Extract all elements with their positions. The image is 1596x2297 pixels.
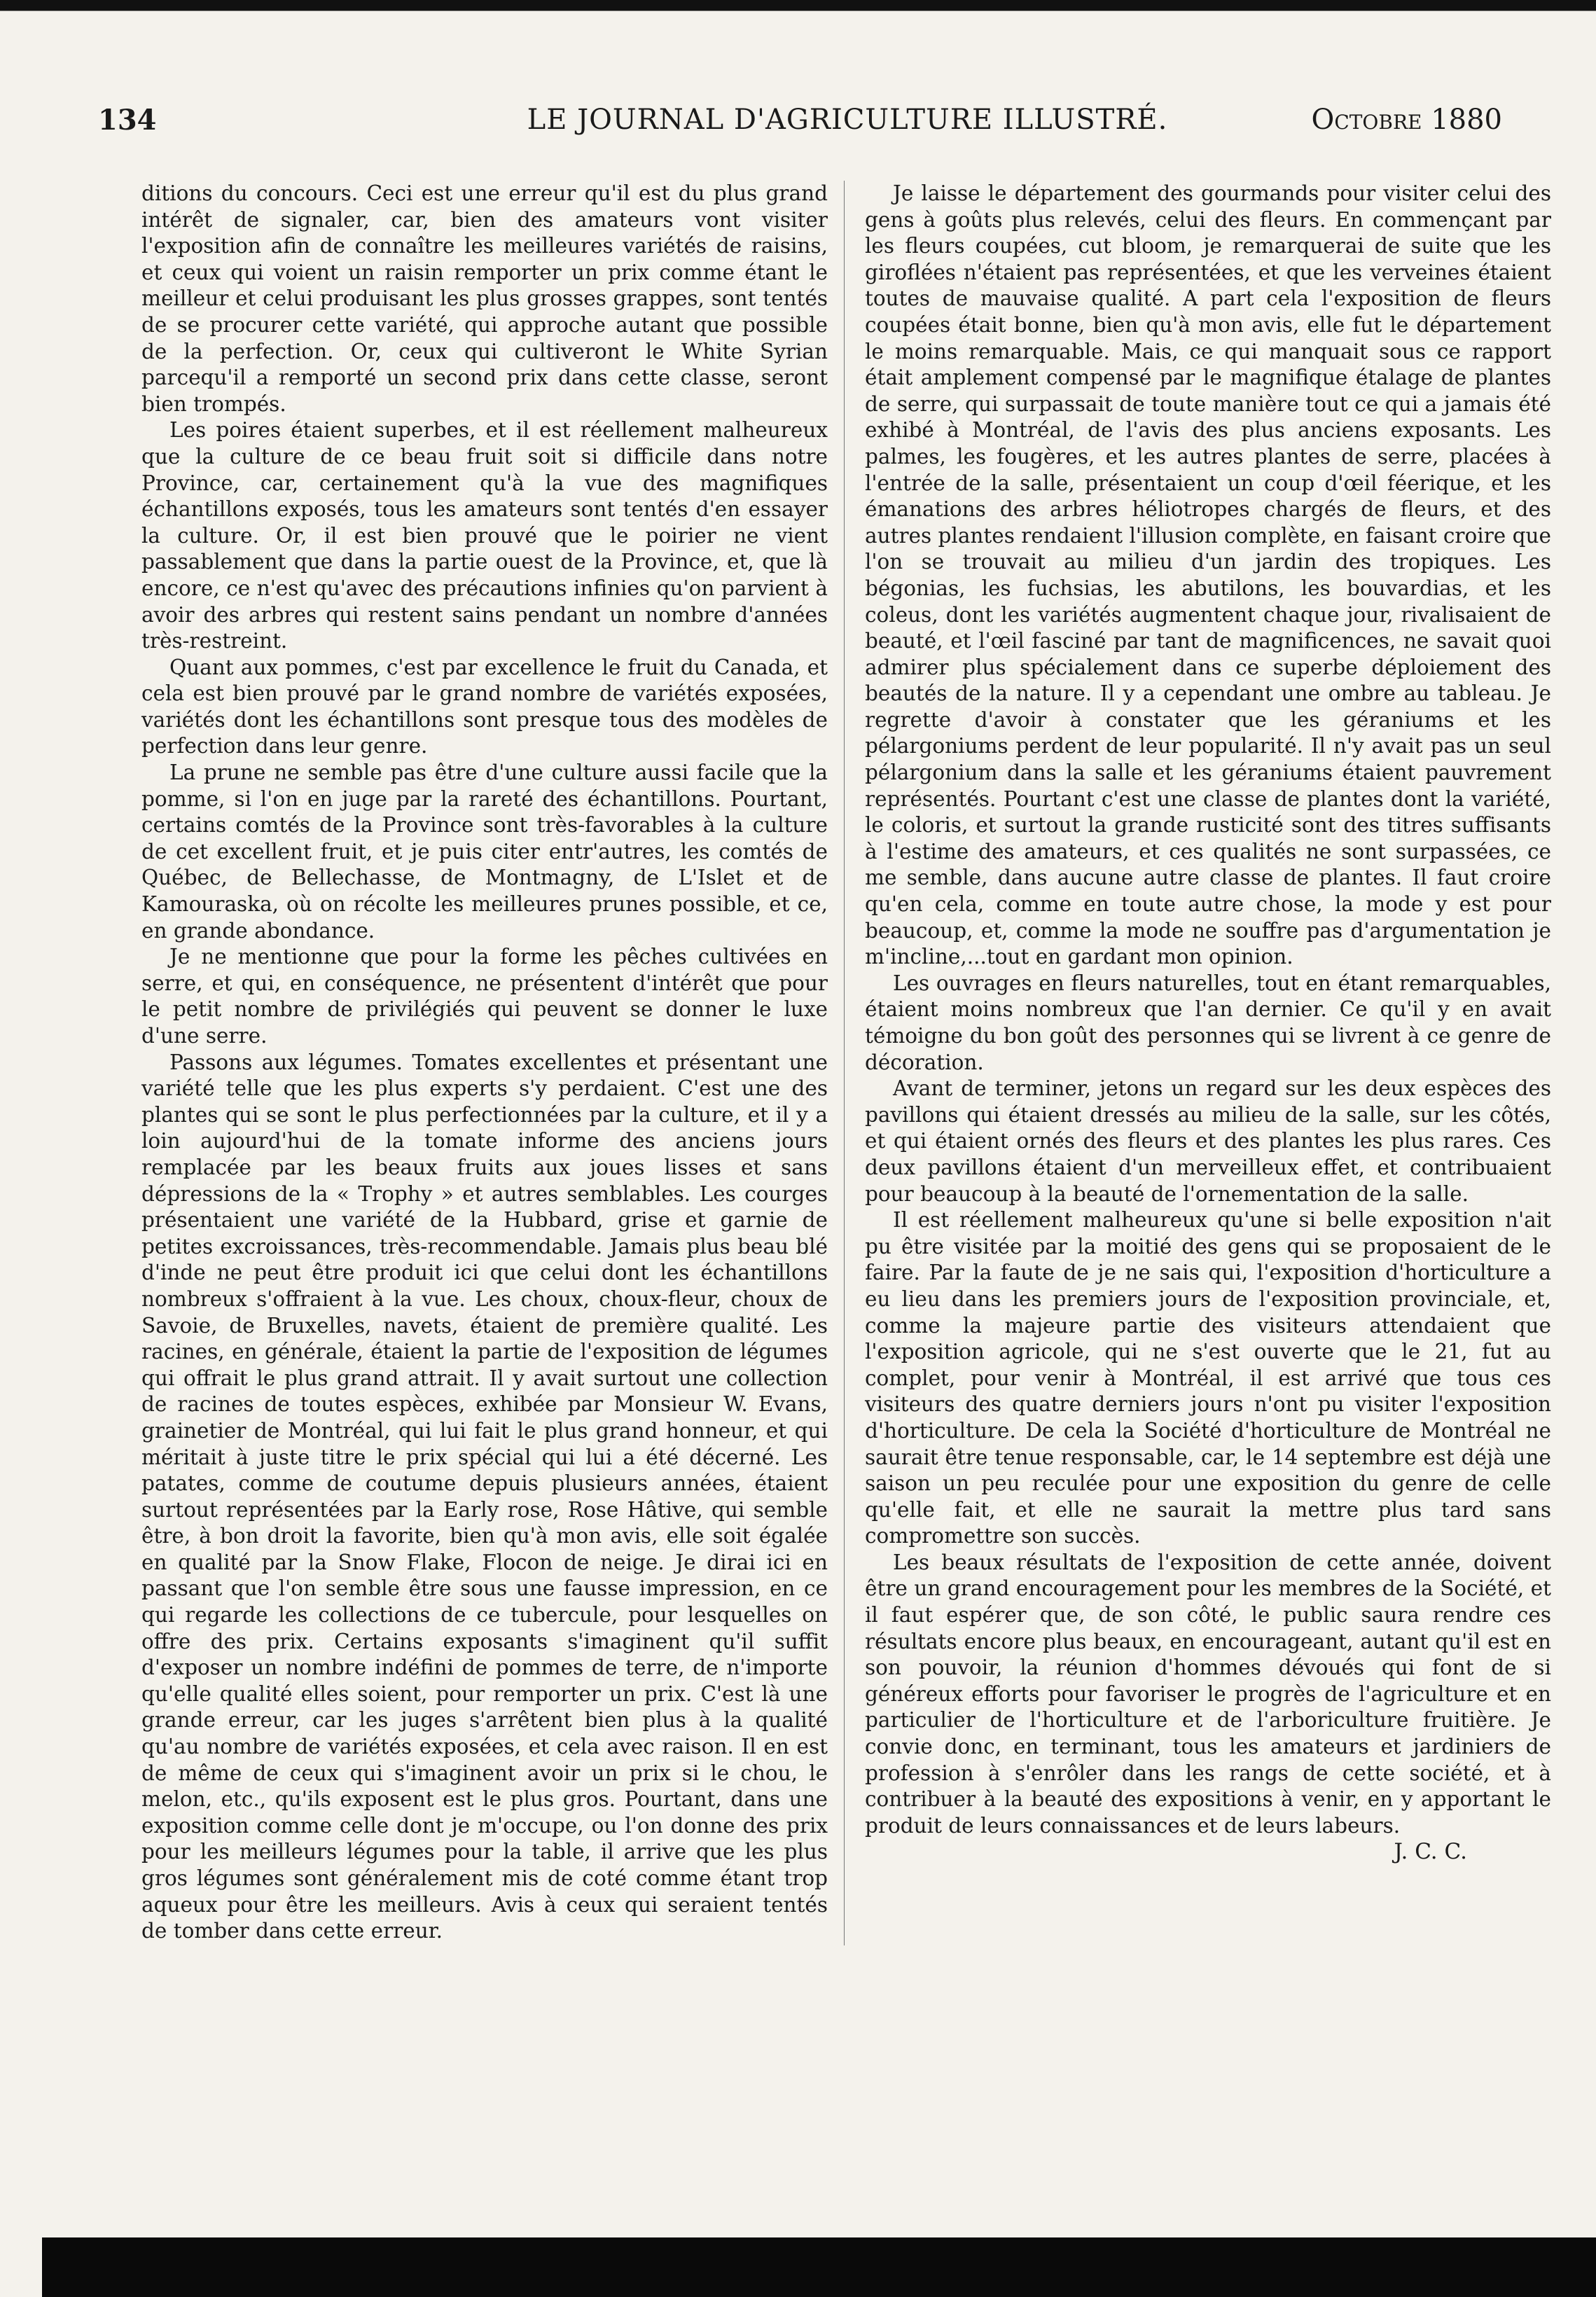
paragraph: La prune ne semble pas être d'une culture aussi facile que la pomme, si l'on en juge par la rareté des échantillons. Pourtant, certains comtés de la Province sont très-favorables à la culture de cet excellent fruit, et je puis citer entr'autres, les comtés de Québec, de Bellechasse, de Montmagny, de L'Islet et de Kamouraska, où on récolte les meilleures prunes possible, et ce, en grande abondance. [141,761,828,943]
paragraph: Les ouvrages en fleurs naturelles, tout en étant remarquables, étaient moins nombreux que l'an dernier. Ce qu'il y en avait témoigne du bon goût des personnes qui se livrent à ce genre de décoration. [865,971,1551,1074]
issue-date: Octobre 1880 [1311,104,1502,136]
paragraph: Il est réellement malheureux qu'une si belle exposition n'ait pu être visitée par la moitié des gens qui se proposaient de le faire. Par la faute de je ne sais qui, l'exposition d'horticulture a eu lieu dans les premiers jours de l'exposition provinciale, et, comme la majeure partie des visiteurs attendaient que l'exposition agricole, qui ne s'est ouverte que le 21, fut au complet, pour venir à Montréal, il est arrivé que tous ces visiteurs des quatre derniers jours n'ont pu visiter l'exposition d'horticulture. De cela la Société d'horticulture de Montréal ne saurait être tenue responsable, car, le 14 septembre est déjà une saison un peu reculée pour une exposition du genre de celle qu'elle fait, et elle ne saurait la mettre plus tard sans compromettre son succès. [865,1208,1551,1548]
paragraph: Les poires étaient superbes, et il est réellement malheureux que la culture de ce beau fruit soit si difficile dans notre Province, car, certainement qu'à la vue des magnifiques échantillons exposés, tous les amateurs sont tentés d'en essayer la culture. Or, il est bien prouvé que le poirier ne vient passablement que dans la partie ouest de la Province, et, que là encore, ce n'est qu'avec des précautions infinies qu'on parvient à avoir des arbres qui restent sains pendant un nombre d'années très-restreint. [141,418,828,653]
top-border-rule [0,0,1596,18]
paragraph: Quant aux pommes, c'est par excellence le fruit du Canada, et cela est bien prouvé par le grand nombre de variétés exposées, variétés dont les échantillons sont presque tous des modèles de perfection dans leur genre. [141,655,828,758]
column-divider [844,181,845,1945]
paragraph: Je ne mentionne que pour la forme les pêches cultivées en serre, et qui, en conséquence, ne présentent d'intérêt que pour le petit nombre de privilégiés qui peuvent se donner le luxe d'une serre. [141,945,828,1048]
bottom-border-rule [42,2237,1596,2297]
right-column [865,181,1551,1866]
paragraph: ditions du concours. Ceci est une erreur qu'il est du plus grand intérêt de signaler, car, bien des amateurs vont visiter l'exposition afin de connaître les meilleures variétés de raisins, et ceux qui voient un raisin remporter un prix comme étant le meilleur et celui produisant les plus grosses grappes, sont tentés de se procurer cette variété, qui approche autant que possible de la perfection. Or, ceux qui cultiveront le White Syrian parcequ'il a remporté un second prix dans cette classe, seront bien trompés. [141,181,828,416]
paragraph: Les beaux résultats de l'exposition de cette année, doivent être un grand encouragement pour les membres de la Société, et il faut espérer que, de son côté, le public saura rendre ces résultats encore plus beaux, en encourageant, autant qu'il est en son pouvoir, la réunion d'hommes dévoués qui font de si généreux efforts pour favoriser le progrès de l'agriculture et en particulier de l'horticulture et de l'arboriculture fruitière. Je convie donc, en terminant, tous les amateurs et jardiniers de profession à s'enrôler dans les rangs de cette société, et à contribuer à la beauté des expositions à venir, en y apportant le produit de leurs connaissances et de leurs labeurs. [865,1550,1551,1838]
journal-title: LE JOURNAL D'AGRICULTURE ILLUSTRÉ. [527,104,1168,136]
page-header [98,104,1502,146]
page-number: 134 [98,104,157,137]
paragraph: Passons aux légumes. Tomates excellentes et présentant une variété telle que les plus experts s'y perdaient. C'est une des plantes qui se sont le plus perfectionnées par la culture, et il y a loin aujourd'hui de la tomate informe des anciens jours remplacée par les beaux fruits aux joues lisses et sans dépressions de la « Trophy » et autres semblables. Les courges présentaient une variété de la Hubbard, grise et garnie de petites excroissances, très-recommendable. Jamais plus beau blé d'inde ne peut être produit ici que celui dont les échantillons nombreux s'offraient à la vue. Les choux, choux-fleur, choux de Savoie, de Bruxelles, navets, étaient de première qualité. Les racines, en générale, étaient la partie de l'exposition de légumes qui offrait le plus grand attrait. Il y avait surtout une collection de racines de toutes espèces, exhibée par Monsieur W. Evans, grainetier de Montréal, qui lui fait le plus grand honneur, et qui méritait à juste titre le prix spécial qui lui a été décerné. Les patates, comme de coutume depuis plusieurs années, étaient surtout représentées par la Early rose, Rose Hâtive, qui semble être, à bon droit la favorite, bien qu'à mon avis, elle soit égalée en qualité par la Snow Flake, Flocon de neige. Je dirai ici en passant que l'on semble être sous une fausse impression, en ce qui regarde les collections de ce tubercule, pour lesquelles on offre des prix. Certains exposants s'imaginent qu'il suffit d'exposer un nombre indéfini de pommes de terre, de n'importe qu'elle qualité elles soient, pour remporter un prix. C'est là une grande erreur, car les juges s'arrêtent bien plus à la qualité qu'au nombre de variétés exposées, et cela avec raison. Il en est de même de ceux qui s'imaginent avoir un prix si le chou, le melon, etc., qu'ils exposent est le plus gros. Pourtant, dans une exposition comme celle dont je m'occupe, ou l'on donne des prix pour les meilleurs légumes pour la table, il arrive que les plus gros légumes sont généralement mis de coté comme étant trop aqueux pour être les meilleurs. Avis à ceux qui seraient tentés de tomber dans cette erreur. [141,1050,828,1943]
paragraph: Je laisse le département des gourmands pour visiter celui des gens à goûts plus relevés, celui des fleurs. En commençant par les fleurs coupées, cut bloom, je remarquerai de suite que les giroflées n'étaient pas représentées, et que les verveines étaient toutes de mauvaise qualité. A part cela l'exposition de fleurs coupées était bonne, bien qu'à mon avis, elle fut le département le moins remarquable. Mais, ce qui manquait sous ce rapport était amplement compensé par le magnifique étalage de plantes de serre, qui surpassait de toute manière tout ce qui a jamais été exhibé à Montréal, de l'avis des plus anciens exposants. Les palmes, les fougères, et les autres plantes de serre, placées à l'entrée de la salle, présentaient un coup d'œil féerique, et les émanations des arbres héliotropes chargés de fleurs, et des autres plantes rendaient l'illusion complète, en faisant croire que l'on se trouvait au milieu d'un jardin des tropiques. Les bégonias, les fuchsias, les abutilons, les bouvardias, et les coleus, dont les variétés augmentent chaque jour, rivalisaient de beauté, et l'œil fasciné par tant de magnificences, ne savait quoi admirer plus spécialement dans ce superbe déploiement des beautés de la nature. Il y a cependant une ombre au tableau. Je regrette d'avoir à constater que les géraniums et les pélargoniums perdent de leur popularité. Il n'y avait pas un seul pélargonium dans la salle et les géraniums étaient pauvrement représentés. Pourtant c'est une classe de plantes dont la variété, le coloris, et surtout la grande rusticité sont des titres suffisants à l'estime des amateurs, et ces qualités ne sont surpassées, ce me semble, dans aucune autre classe de plantes. Il faut croire qu'en cela, comme en toute autre chose, la mode y est pour beaucoup, et, comme la mode ne souffre pas d'argumentation je m'incline,...tout en gardant mon opinion. [865,181,1551,969]
author-signature: J. C. C. [1394,1839,1467,1865]
left-column [141,181,828,1945]
paragraph: Avant de terminer, jetons un regard sur les deux espèces des pavillons qui étaient dressés au milieu de la salle, sur les côtés, et qui étaient ornés des fleurs et des plantes les plus rares. Ces deux pavillons étaient d'un merveilleux effet, et contribuaient pour beaucoup à la beauté de l'ornementation de la salle. [865,1076,1551,1206]
